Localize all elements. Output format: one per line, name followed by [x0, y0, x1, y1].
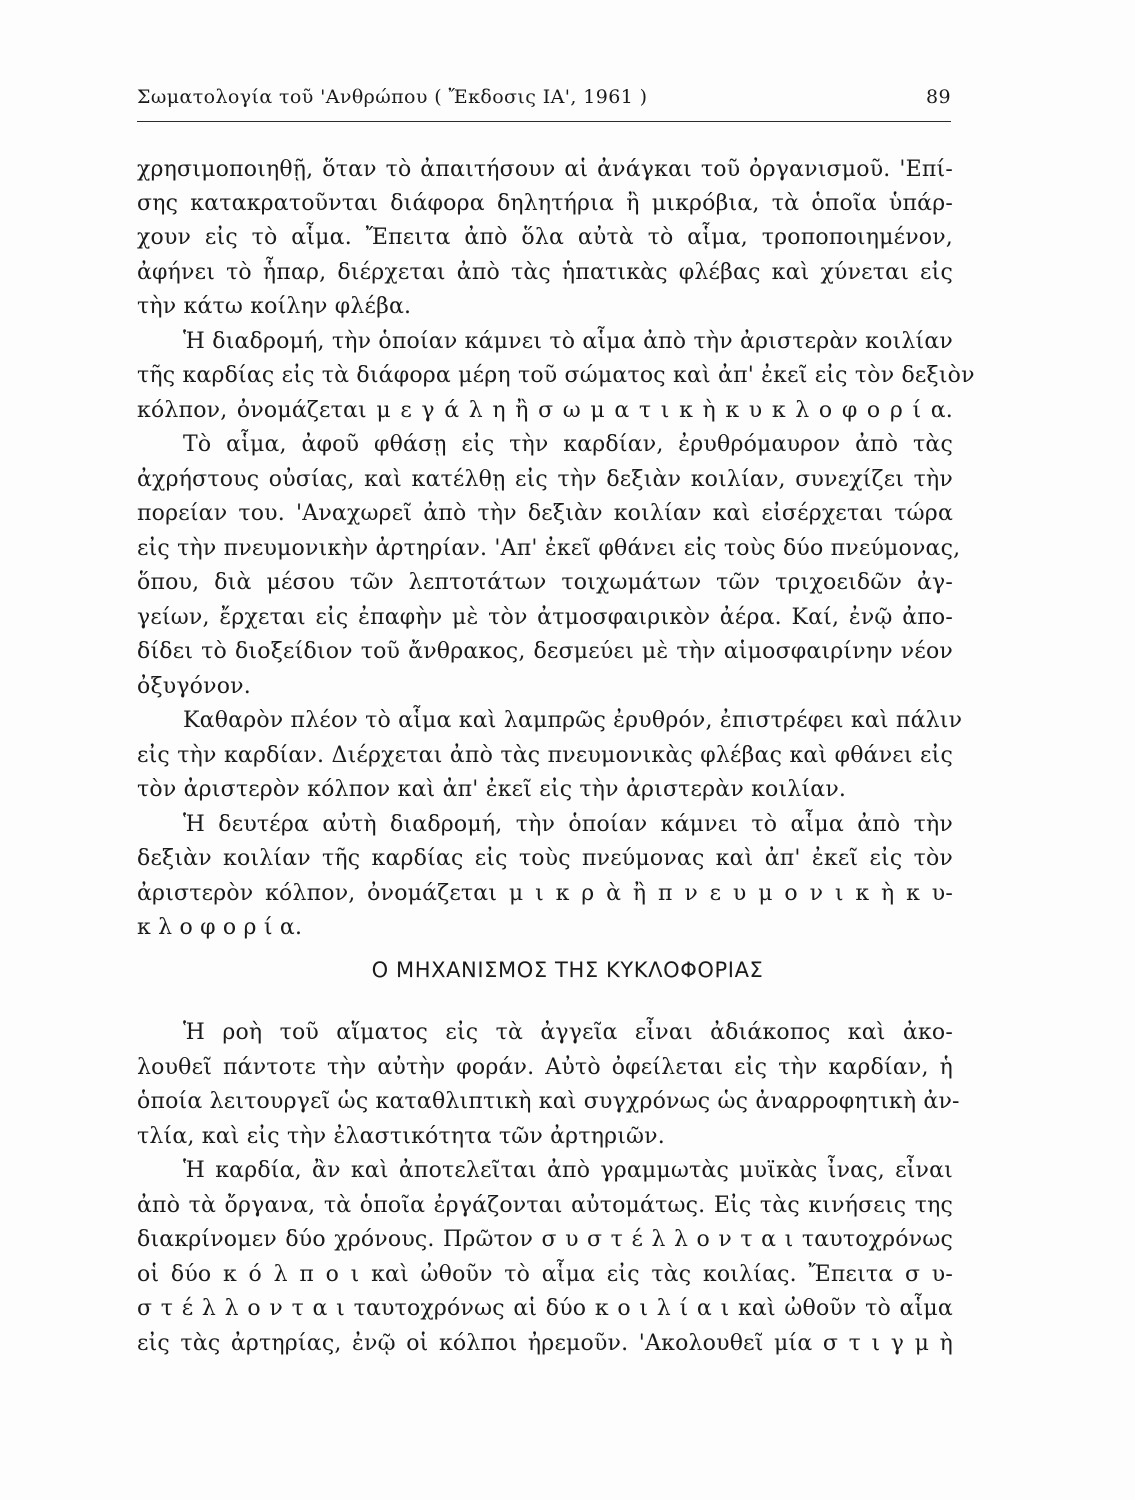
text-line: σης κατακρατοῦνται διάφορα δηλητήρια ἢ μικρόβια, τὰ ὁποῖα ὑπάρ- — [137, 191, 953, 216]
page-number: 89 — [926, 86, 951, 108]
text-line: ὅπου, διὰ μέσου τῶν λεπτοτάτων τοιχωμάτων τῶν τριχοειδῶν ἀγ- — [137, 570, 953, 595]
text-line: εἰς τὴν πνευμονικὴν ἀρτηρίαν. 'Απ' ἐκεῖ φθάνει εἰς τοὺς δύο πνεύμονας, — [137, 536, 961, 561]
text-line: κ λ ο φ ο ρ ί α. — [137, 915, 303, 940]
text-line: Καθαρὸν πλέον τὸ αἷμα καὶ λαμπρῶς ἐρυθρόν, ἐπιστρέφει καὶ πάλιν — [183, 708, 963, 733]
text-line: εἰς τὰς ἀρτηρίας, ἐνῷ οἱ κόλποι ἠρεμοῦν. 'Ακολουθεῖ μία σ τ ι γ μ ὴ — [137, 1331, 953, 1356]
text-line: Τὸ αἷμα, ἀφοῦ φθάσῃ εἰς τὴν καρδίαν, ἐρυθρόμαυρον ἀπὸ τὰς — [183, 432, 953, 457]
text-line: Ἡ δευτέρα αὐτὴ διαδρομή, τὴν ὁποίαν κάμνει τὸ αἷμα ἀπὸ τὴν — [183, 812, 953, 837]
text-line: σ τ έ λ λ ο ν τ α ι ταυτοχρόνως αἱ δύο κ ο ι λ ί α ι καὶ ὠθοῦν τὸ αἷμα — [137, 1296, 953, 1321]
text-line: Ἡ ροὴ τοῦ αἵματος εἰς τὰ ἀγγεῖα εἶναι ἀδιάκοπος καὶ ἀκο- — [183, 1020, 953, 1045]
text-line: Ἡ διαδρομή, τὴν ὁποίαν κάμνει τὸ αἷμα ἀπὸ τὴν ἀριστερὰν κοιλίαν — [183, 329, 953, 354]
text-line: ἀπὸ τὰ ὄργανα, τὰ ὁποῖα ἐργάζονται αὐτομάτως. Εἰς τὰς κινήσεις της — [137, 1193, 953, 1218]
text-line: δεξιὰν κοιλίαν τῆς καρδίας εἰς τοὺς πνεύμονας καὶ ἀπ' ἐκεῖ εἰς τὸν — [137, 846, 953, 871]
text-line: Ἡ καρδία, ἂν καὶ ἀποτελεῖται ἀπὸ γραμμωτὰς μυϊκὰς ἶνας, εἶναι — [183, 1158, 953, 1183]
text-line: τὴν κάτω κοίλην φλέβα. — [137, 294, 412, 319]
text-line: κόλπον, ὀνομάζεται μ ε γ ά λ η ἢ σ ω μ α τ ι κ ὴ κ υ κ λ ο φ ο ρ ί α. — [137, 398, 953, 423]
text-line: ἀχρήστους οὐσίας, καὶ κατέλθῃ εἰς τὴν δεξιὰν κοιλίαν, συνεχίζει τὴν — [137, 467, 953, 492]
text-line: ὁποία λειτουργεῖ ὡς καταθλιπτικὴ καὶ συγχρόνως ὡς ἀναρροφητικὴ ἀν- — [137, 1089, 960, 1114]
text-line: διακρίνομεν δύο χρόνους. Πρῶτον σ υ σ τ έ λ λ ο ν τ α ι ταυτοχρόνως — [137, 1227, 953, 1252]
text-line: δίδει τὸ διοξείδιον τοῦ ἄνθρακος, δεσμεύει μὲ τὴν αἱμοσφαιρίνην νέον — [137, 639, 953, 664]
text-line: τῆς καρδίας εἰς τὰ διάφορα μέρη τοῦ σώματος καὶ ἀπ' ἐκεῖ εἰς τὸν δεξιὸν — [137, 363, 975, 388]
text-line: ὀξυγόνον. — [137, 674, 251, 699]
running-header-title: Σωματολογία τοῦ 'Ανθρώπου ( Ἔκδοσις ΙΑ', 1961 ) — [137, 86, 648, 108]
text-line: τλία, καὶ εἰς τὴν ἐλαστικότητα τῶν ἀρτηριῶν. — [137, 1124, 665, 1149]
text-line: ἀριστερὸν κόλπον, ὀνομάζεται μ ι κ ρ ὰ ἢ π ν ε υ μ ο ν ι κ ὴ κ υ- — [137, 881, 953, 906]
header-rule — [137, 121, 951, 122]
text-line: πορείαν του. 'Αναχωρεῖ ἀπὸ τὴν δεξιὰν κοιλίαν καὶ εἰσέρχεται τώρα — [137, 501, 953, 526]
text-line: τὸν ἀριστερὸν κόλπον καὶ ἀπ' ἐκεῖ εἰς τὴν ἀριστερὰν κοιλίαν. — [137, 777, 847, 802]
running-header — [137, 86, 951, 116]
section-heading: Ο ΜΗΧΑΝΙΣΜΟΣ ΤΗΣ ΚΥΚΛΟΦΟΡΙΑΣ — [371, 958, 764, 982]
text-line: χρησιμοποιηθῇ, ὅταν τὸ ἀπαιτήσουν αἱ ἀνάγκαι τοῦ ὀργανισμοῦ. 'Επί- — [137, 157, 953, 182]
text-line: γείων, ἔρχεται εἰς ἐπαφὴν μὲ τὸν ἀτμοσφαιρικὸν ἀέρα. Καί, ἐνῷ ἀπο- — [137, 605, 953, 630]
text-line: λουθεῖ πάντοτε τὴν αὐτὴν φοράν. Αὐτὸ ὀφείλεται εἰς τὴν καρδίαν, ἡ — [137, 1055, 953, 1080]
text-line: ἀφήνει τὸ ἧπαρ, διέρχεται ἀπὸ τὰς ἡπατικὰς φλέβας καὶ χύνεται εἰς — [137, 260, 953, 285]
text-line: οἱ δύο κ ό λ π ο ι καὶ ὠθοῦν τὸ αἷμα εἰς τὰς κοιλίας. Ἔπειτα σ υ- — [137, 1262, 953, 1287]
text-line: εἰς τὴν καρδίαν. Διέρχεται ἀπὸ τὰς πνευμονικὰς φλέβας καὶ φθάνει εἰς — [137, 743, 953, 768]
text-line: χουν εἰς τὸ αἷμα. Ἔπειτα ἀπὸ ὅλα αὐτὰ τὸ αἷμα, τροποποιημένον, — [137, 225, 953, 250]
